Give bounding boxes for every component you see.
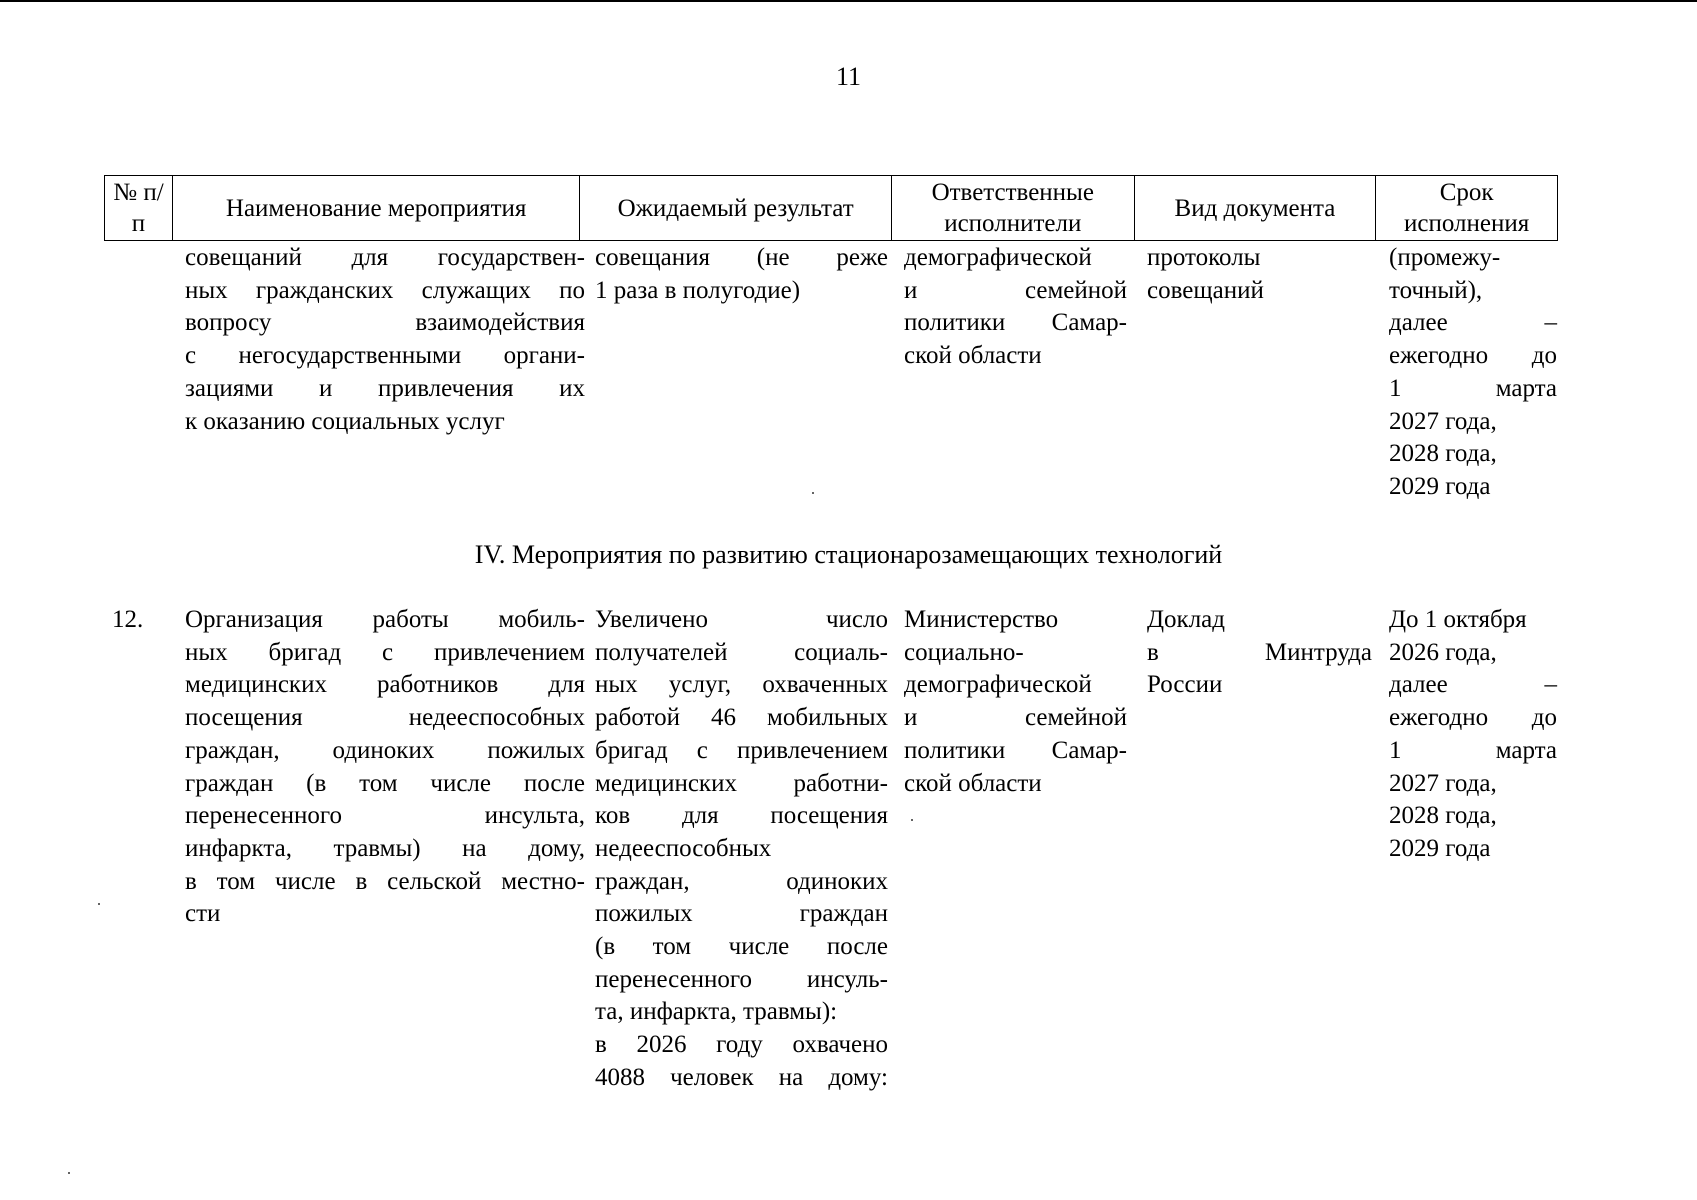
row-12-result-line: получателей социаль-	[595, 638, 888, 666]
header-deadline: Срок исполнения	[1404, 179, 1530, 237]
continued-deadline-line: точный),	[1389, 276, 1483, 304]
row-12-deadline-cell	[1389, 604, 1557, 1095]
row-12-result-line: ных услуг, охваченных	[595, 671, 888, 699]
row-12-name-cell	[185, 604, 585, 1095]
row-12-responsible-line: социально-	[904, 638, 1024, 666]
row-12-name-line: сти	[185, 900, 221, 928]
continued-deadline-line: (промежу-	[1389, 244, 1501, 271]
continued-responsible-line: ской области	[904, 342, 1042, 370]
row-12-responsible-line: Министерство	[904, 606, 1059, 633]
continued-deadline-line: 1 марта	[1389, 374, 1557, 402]
table-header	[104, 175, 1558, 241]
row-12-responsible-line: политики Самар-	[904, 736, 1127, 764]
table-row-12	[104, 604, 1558, 1095]
header-number: № п/п	[105, 176, 173, 240]
continued-result-line: совещания (не реже	[595, 244, 888, 271]
continued-name-line: к оказанию социальных услуг	[185, 407, 505, 435]
continued-result-line: 1 раза в полугодие)	[595, 276, 801, 304]
row-12-document-cell	[1147, 604, 1372, 1095]
continued-document-line: протоколы	[1147, 244, 1261, 271]
header-expected-result: Ожидаемый результат	[580, 176, 892, 240]
header-document-type: Вид документа	[1135, 176, 1377, 240]
continued-name-line: вопросу взаимодействия	[185, 309, 585, 337]
continued-number-cell	[104, 242, 185, 504]
top-border-line	[0, 0, 1697, 2]
row-12-deadline-line: далее –	[1389, 671, 1557, 699]
continued-name-line: совещаний для государствен-	[185, 244, 585, 271]
row-12-document-line: в Минтруда	[1147, 638, 1372, 666]
header-responsible: Ответственные исполнители	[892, 176, 1135, 240]
row-12-result-line: 4088 человек на дому:	[595, 1063, 888, 1091]
continued-deadline-line: ежегодно до	[1389, 342, 1557, 370]
row-12-responsible-cell	[904, 604, 1127, 1095]
row-12-result-line: та, инфаркта, травмы):	[595, 998, 838, 1026]
row-12-result-line: медицинских работни-	[595, 769, 888, 797]
row-12-name-line: граждан (в том числе после	[185, 769, 585, 797]
row-12-result-line: Увеличено число	[595, 606, 888, 633]
row-12-result-line: (в том числе после	[595, 933, 888, 961]
continued-document-line: совещаний	[1147, 276, 1264, 304]
row-12-deadline-line: 2029 года	[1389, 834, 1491, 862]
row-12-name-line: инфаркта, травмы) на дому,	[185, 834, 585, 862]
row-12-name-line: в том числе в сельской местно-	[185, 867, 585, 895]
row-12-result-line: граждан, одиноких	[595, 867, 888, 895]
scan-speck	[911, 819, 913, 821]
row-12-document-line: Доклад	[1147, 606, 1225, 633]
row-12-name-line: Организация работы мобиль-	[185, 606, 585, 633]
continued-name-line: с негосударственными органи-	[185, 342, 585, 370]
continued-deadline-line: 2029 года	[1389, 472, 1491, 500]
scan-speck	[98, 903, 100, 905]
row-12-result-line: ков для посещения	[595, 802, 888, 830]
continued-deadline-line: далее –	[1389, 309, 1557, 337]
continued-document-cell	[1147, 242, 1372, 504]
row-12-result-line: бригад с привлечением	[595, 736, 888, 764]
continued-name-cell	[185, 242, 585, 504]
row-12-deadline-line: 2027 года,	[1389, 769, 1497, 797]
row-12-number: 12.	[112, 606, 144, 633]
row-12-deadline-line: 2028 года,	[1389, 802, 1497, 830]
row-12-document-line: России	[1147, 671, 1223, 699]
page-number: 11	[835, 62, 862, 91]
row-12-result-line: недееспособных	[595, 834, 772, 862]
row-12-name-line: ных бригад с привлечением	[185, 638, 585, 666]
continued-responsible-line: политики Самар-	[904, 309, 1127, 337]
continued-name-line: ных гражданских служащих по	[185, 276, 585, 304]
row-12-result-line: пожилых граждан	[595, 900, 888, 928]
row-12-name-line: перенесенного инсульта,	[185, 802, 585, 830]
scan-speck	[68, 1172, 70, 1174]
continued-deadline-line: 2028 года,	[1389, 440, 1497, 468]
row-12-deadline-line: 2026 года,	[1389, 638, 1497, 666]
row-12-name-line: медицинских работников для	[185, 671, 585, 699]
section-title: IV. Мероприятия по развитию стационарозамещающих технологий	[474, 540, 1223, 569]
row-12-deadline-line: ежегодно до	[1389, 704, 1557, 732]
continued-result-cell	[595, 242, 888, 504]
row-12-result-line: в 2026 году охвачено	[595, 1031, 888, 1059]
continued-deadline-cell	[1389, 242, 1557, 504]
continued-deadline-line: 2027 года,	[1389, 407, 1497, 435]
continued-responsible-cell	[904, 242, 1127, 504]
row-12-deadline-line: 1 марта	[1389, 736, 1557, 764]
row-12-name-line: граждан, одиноких пожилых	[185, 736, 585, 764]
row-12-result-line: перенесенного инсуль-	[595, 965, 888, 993]
row-12-result-line: работой 46 мобильных	[595, 704, 888, 732]
header-event-name: Наименование мероприятия	[173, 176, 580, 240]
scan-speck	[812, 492, 814, 494]
row-12-result-cell	[595, 604, 888, 1095]
row-12-responsible-line: ской области	[904, 769, 1042, 797]
row-12-deadline-line: До 1 октября	[1389, 606, 1527, 633]
row-12-name-line: посещения недееспособных	[185, 704, 585, 732]
continued-responsible-line: и семейной	[904, 276, 1127, 304]
row-12-responsible-line: демографической	[904, 671, 1092, 699]
continued-name-line: зациями и привлечения их	[185, 374, 585, 402]
table-row-continued	[104, 242, 1558, 504]
row-12-responsible-line: и семейной	[904, 704, 1127, 732]
continued-responsible-line: демографической	[904, 244, 1092, 271]
